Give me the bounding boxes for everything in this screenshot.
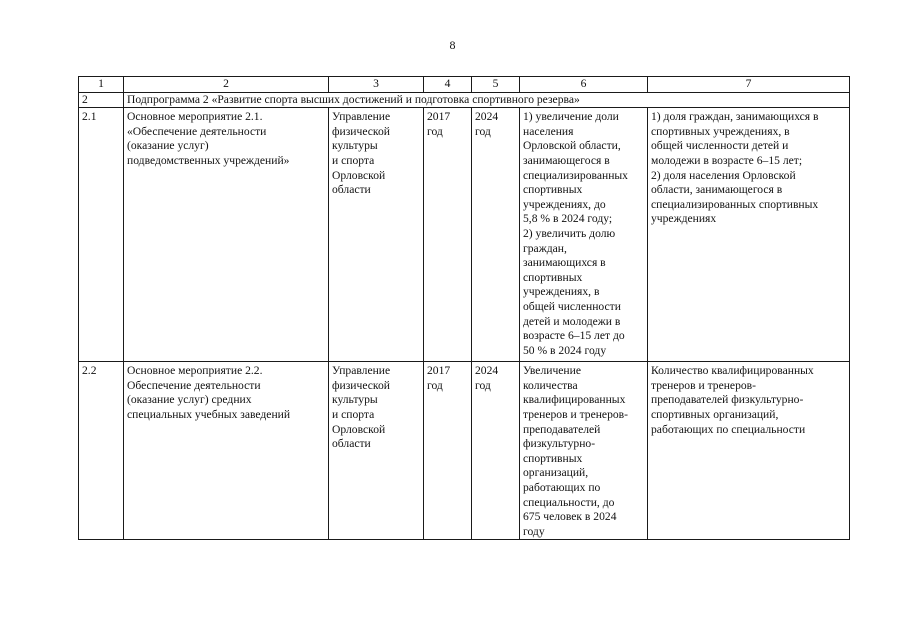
page-number: 8	[449, 38, 456, 52]
executor-cell: Управление физической культуры и спорта Орловской области	[329, 108, 424, 362]
executor-cell: Управление физической культуры и спорта Орловской области	[329, 362, 424, 540]
table-row	[79, 108, 850, 362]
column-header: 6	[520, 77, 648, 93]
activity-cell: Основное мероприятие 2.2. Обеспечение деятельности (оказание услуг) средних специальных учебных заведений	[124, 362, 329, 540]
end-year-cell: 2024 год	[472, 108, 520, 362]
indicators-cell: 1) доля граждан, занимающихся в спортивных учреждениях, в общей численности детей и молодежи в возрасте 6–15 лет; 2) доля населения Орловской области, занимающегося в специализированных спортивных учреждениях	[648, 108, 850, 362]
subprogram-title: Подпрограмма 2 «Развитие спорта высших достижений и подготовка спортивного резерва»	[124, 92, 850, 108]
row-code: 2.2	[79, 362, 124, 540]
column-header: 1	[79, 77, 124, 93]
column-header: 7	[648, 77, 850, 93]
header-row	[79, 77, 850, 93]
table-row	[79, 362, 850, 540]
start-year-cell: 2017 год	[424, 108, 472, 362]
row-code: 2.1	[79, 108, 124, 362]
column-header: 3	[329, 77, 424, 93]
subprogram-row	[79, 92, 850, 108]
program-table	[78, 76, 850, 540]
activity-cell: Основное мероприятие 2.1. «Обеспечение деятельности (оказание услуг) подведомственных учреждений»	[124, 108, 329, 362]
indicators-cell: Количество квалифицированных тренеров и тренеров- преподавателей физкультурно- спортивных организаций, работающих по специальности	[648, 362, 850, 540]
subprogram-code: 2	[79, 92, 124, 108]
column-header: 4	[424, 77, 472, 93]
column-header: 2	[124, 77, 329, 93]
start-year-cell: 2017 год	[424, 362, 472, 540]
end-year-cell: 2024 год	[472, 362, 520, 540]
column-header: 5	[472, 77, 520, 93]
result-cell: 1) увеличение доли населения Орловской области, занимающегося в специализированных спортивных учреждениях, до 5,8 % в 2024 году; 2) увеличить долю граждан, занимающихся в спортивных учреждениях, в общей численности детей и молодежи в возрасте 6–15 лет до 50 % в 2024 году	[520, 108, 648, 362]
result-cell: Увеличение количества квалифицированных тренеров и тренеров- преподавателей физкультурно- спортивных организаций, работающих по специальности, до 675 человек в 2024 году	[520, 362, 648, 540]
